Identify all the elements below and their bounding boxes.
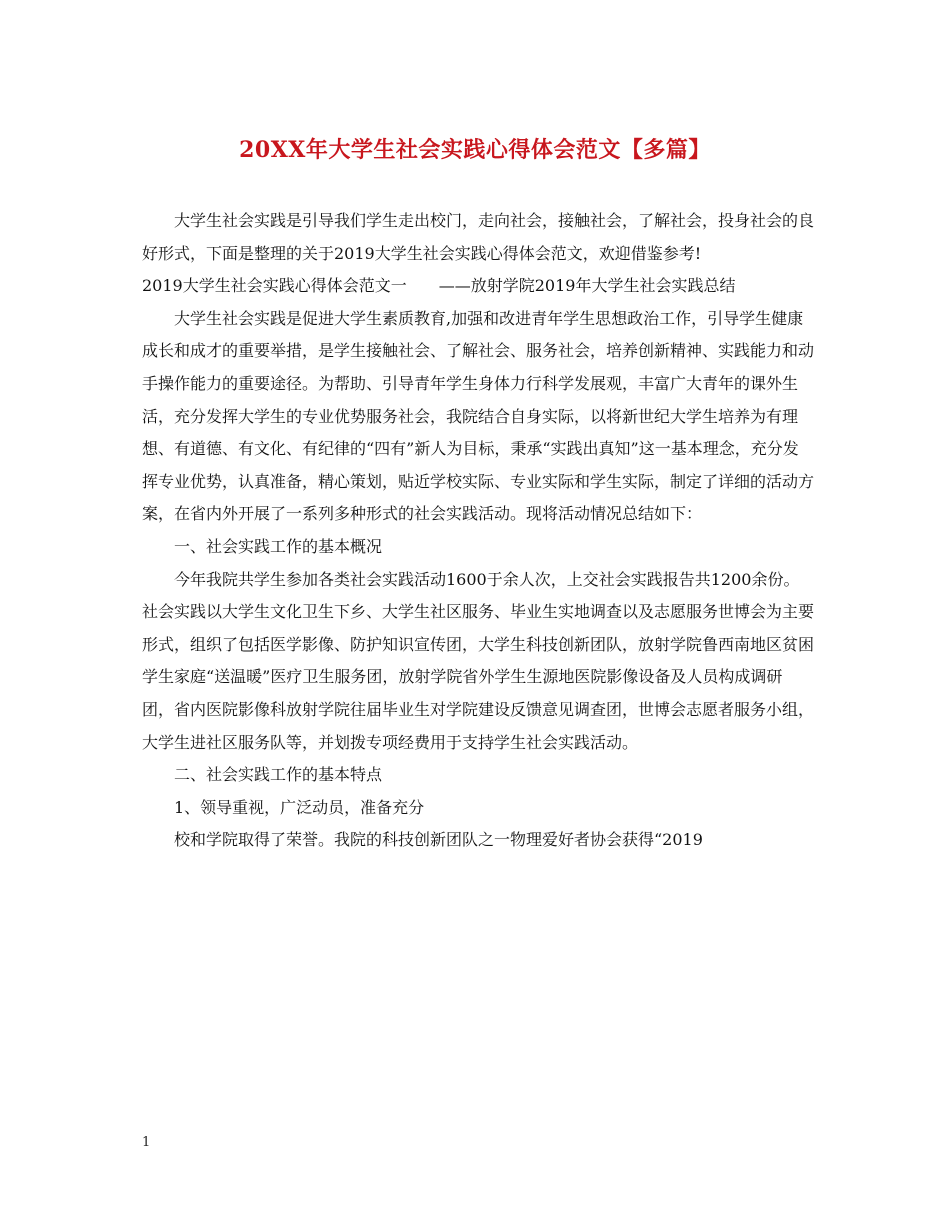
subsection-heading: 1、领导重视，广泛动员，准备充分 [174,797,425,817]
intro-paragraph: 大学生社会实践是引导我们学生走出校门，走向社会，接触社会，了解社会，投身社会的良好形式，下面是整理的关于2019大学生社会实践心得体会范文，欢迎借鉴参考! [142,211,815,263]
document-title: 20XX年大学生社会实践心得体会范文【多篇】 [239,137,711,163]
section-heading-essay-one: 2019大学生社会实践心得体会范文一 ——放射学院2019年大学生社会实践总结 [142,276,736,296]
section-heading-features: 二、社会实践工作的基本特点 [174,765,383,785]
page-number: 1 [142,1135,151,1150]
body-paragraph: 大学生社会实践是促进大学生素质教育,加强和改进青年学生思想政治工作，引导学生健康成长和成才的重要举措，是学生接触社会、了解社会、服务社会，培养创新精神、实践能力和动手操作能力的重要途径。为帮助、引导青年学生身体力行科学发展观，丰富广大青年的课外生活，充分发挥大学生的专业优势服务社会，我院结合自身实际，以将新世纪大学生培养为有理想、有道德、有文化、有纪律的“四有”新人为目标，秉承“实践出真知”这一基本理念，充分发挥专业优势，认真准备，精心策划，贴近学校实际、专业实际和学生实际，制定了详细的活动方案，在省内外开展了一系列多种形式的社会实践活动。现将活动情况总结如下： [142,308,815,524]
section-heading-overview: 一、社会实践工作的基本概况 [174,536,383,556]
document-body [142,205,814,857]
body-paragraph: 校和学院取得了荣誉。我院的科技创新团队之一物理爱好者协会获得“2019 [174,830,703,850]
body-paragraph: 今年我院共学生参加各类社会实践活动1600于余人次，上交社会实践报告共1200余份。社会实践以大学生文化卫生下乡、大学生社区服务、毕业生实地调查以及志愿服务世博会为主要形式，组织了包括医学影像、防护知识宣传团，大学生科技创新团队，放射学院鲁西南地区贫困学生家庭“送温暖”医疗卫生服务团，放射学院省外学生生源地医院影像设备及人员构成调研团，省内医院影像科放射学院往届毕业生对学院建设反馈意见调查团，世博会志愿者服务小组，大学生进社区服务队等，并划拨专项经费用于支持学生社会实践活动。 [142,569,815,752]
